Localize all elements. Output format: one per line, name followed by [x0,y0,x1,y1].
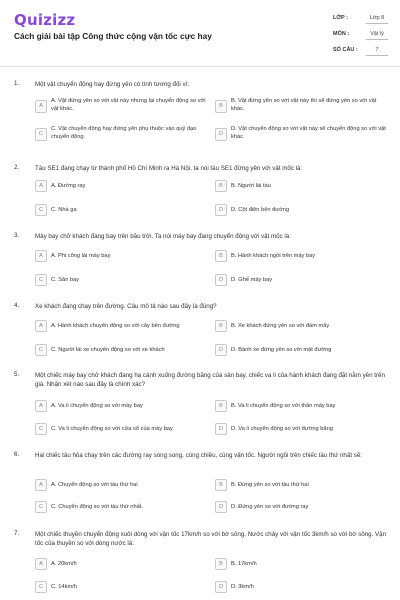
option-text: B. Vật đứng yên so với vật này thì sẽ đứng yên so với vật khác. [231,98,377,112]
option-letter-box: B [215,558,227,570]
option-c[interactable] [35,342,210,358]
option-text: B. Va li chuyển động so với thân máy bay [231,403,336,409]
option-letter-box: D [215,581,227,593]
question-text: Một vật chuyển động hay đứng yên có tính tương đối vì: [35,81,190,88]
so-cau-label: SỐ CÂU : [333,47,358,53]
option-letter-box: B [215,250,227,262]
question-number: 7. [14,530,20,537]
option-letter-box: C [35,274,47,286]
option-text: B. Đứng yên so với tàu thứ hai [231,482,309,488]
option-letter-box: D [215,501,227,513]
option-b[interactable] [215,556,390,572]
option-c[interactable] [35,421,210,437]
option-letter-box: C [35,501,47,513]
option-letter-box: A [35,558,47,570]
option-d[interactable] [215,499,390,515]
option-letter-box: B [215,400,227,412]
option-a[interactable] [35,318,210,334]
option-letter-box: A [35,400,47,412]
option-c[interactable] [35,579,210,595]
option-text: A. Phi công lái máy bay [51,253,111,259]
option-text: B. 17km/h [231,561,257,567]
option-letter-box: B [215,320,227,332]
option-text: B. Người lái tàu [231,183,271,189]
option-d[interactable] [215,342,390,358]
option-letter-box: C [35,128,47,141]
option-letter-box: C [35,581,47,593]
option-letter-box: C [35,423,47,435]
option-text: D. Đứng yên so với đường ray [231,504,309,510]
question-text: Xe khách đang chạy trên đường. Câu mô tả nào sau đây là đúng? [35,303,217,310]
option-text: D. Cột điện bên đường [231,207,290,213]
question-text: Một chiếc thuyền chuyển động xuôi dòng với vận tốc 17km/h so với bờ sông. Nước chảy với vận tốc 3km/h so với bờ sông. Vận tốc của thuyền so với dòng nước là: [35,531,387,547]
question-text: Tàu SE1 đang chạy từ thành phố Hồ Chí Minh ra Hà Nội, ta nói tàu SE1 đứng yên với vật mốc là: [35,165,303,172]
option-letter-box: A [35,180,47,192]
option-text: A. Chuyển động so với tàu thứ hai [51,482,138,488]
option-text: C. 14km/h [51,584,77,590]
mon-label: MÔN : [333,31,350,37]
option-c[interactable] [35,202,210,218]
option-text: D. Bánh xe đứng yên so với mặt đường [231,347,332,353]
option-a[interactable] [35,556,210,572]
question-text: Máy bay chở khách đang bay trên bầu trời. Ta nói máy bay đang chuyển động với vật mốc là: [35,233,291,240]
option-b[interactable] [215,477,390,493]
option-text: C. Vật chuyển động hay đứng yên phụ thuộc vào quỹ đạo chuyển động. [51,126,197,140]
so-cau-value: 7 [366,47,388,56]
question-text: Hai chiếc tàu hỏa chạy trên các đường ray song song, cùng chiều, cùng vận tốc. Người ngồi trên chiếc tàu thứ nhất sẽ: [35,452,363,459]
question-number: 3. [14,232,20,239]
lop-label: LỚP : [333,15,348,21]
option-letter-box: A [35,320,47,332]
option-text: D. Ghế máy bay [231,277,273,283]
question-number: 5. [14,371,20,378]
worksheet-title: Cách giải bài tập Công thức cộng vận tốc cực hay [14,31,212,41]
option-text: C. Va li chuyển động so với cửa sổ của máy bay [51,426,173,432]
question-number: 4. [14,302,20,309]
option-letter-box: A [35,250,47,262]
option-letter-box: D [215,128,227,141]
option-text: D. Va li chuyển động so với đường băng [231,426,333,432]
option-text: A. Hành khách chuyển động so với cây bên đường [51,323,180,329]
question-number: 6. [14,451,20,458]
option-letter-box: D [215,274,227,286]
option-letter-box: B [215,479,227,491]
mon-value: Vật lý [366,31,388,40]
option-a[interactable] [35,477,210,493]
option-b[interactable] [215,248,390,264]
option-text: A. 20km/h [51,561,77,567]
option-b[interactable] [215,398,390,414]
option-letter-box: A [35,100,47,113]
option-b[interactable] [215,318,390,334]
option-d[interactable] [215,421,390,437]
option-d[interactable] [215,579,390,595]
option-letter-box: A [35,479,47,491]
option-letter-box: D [215,423,227,435]
option-d[interactable] [215,272,390,288]
option-letter-box: C [35,204,47,216]
option-text: A. Va li chuyển động so với máy bay [51,403,143,409]
option-d[interactable] [215,202,390,218]
option-b[interactable] [215,96,390,112]
option-text: B. Xe khách đứng yên so với đám mây [231,323,330,329]
question-number: 2. [14,164,20,171]
question-number: 1. [14,80,20,87]
option-text: C. Nhà ga [51,207,77,213]
option-text: C. Sân bay [51,277,80,283]
option-letter-box: B [215,100,227,113]
option-a[interactable] [35,248,210,264]
option-text: D. Vật chuyển động so với vật này sẽ chuyển động so với vật khác. [231,126,386,140]
option-text: C. Chuyển động so với tàu thứ nhất. [51,504,143,510]
option-b[interactable] [215,178,390,194]
option-c[interactable] [35,272,210,288]
lop-value: Lớp 8 [366,15,388,24]
quizizz-logo[interactable]: Quizizz [14,11,76,29]
option-letter-box: D [215,204,227,216]
option-text: D. 3km/h [231,584,254,590]
option-text: A. Đường ray [51,183,86,189]
question-text: Một chiếc máy bay chở khách đang hạ cánh xuống đường băng của sân bay, chiếc va li của hành khách đang đặt nằm yên trên giá. Nhận xét nào sau đây là chính xác? [35,372,385,388]
option-a[interactable] [35,398,210,414]
option-a[interactable] [35,96,210,112]
option-a[interactable] [35,178,210,194]
option-letter-box: D [215,344,227,356]
option-d[interactable] [215,124,390,140]
header-divider [0,66,400,67]
option-text: B. Hành khách ngồi trên máy bay [231,253,316,259]
option-c[interactable] [35,499,210,515]
option-letter-box: C [35,344,47,356]
option-text: C. Người lái xe chuyển động so với xe khách [51,347,165,353]
option-text: A. Vật đứng yên so với vật này nhưng lại chuyển động so với vật khác. [51,98,206,112]
option-letter-box: B [215,180,227,192]
worksheet-header [0,0,400,64]
option-c[interactable] [35,124,210,140]
